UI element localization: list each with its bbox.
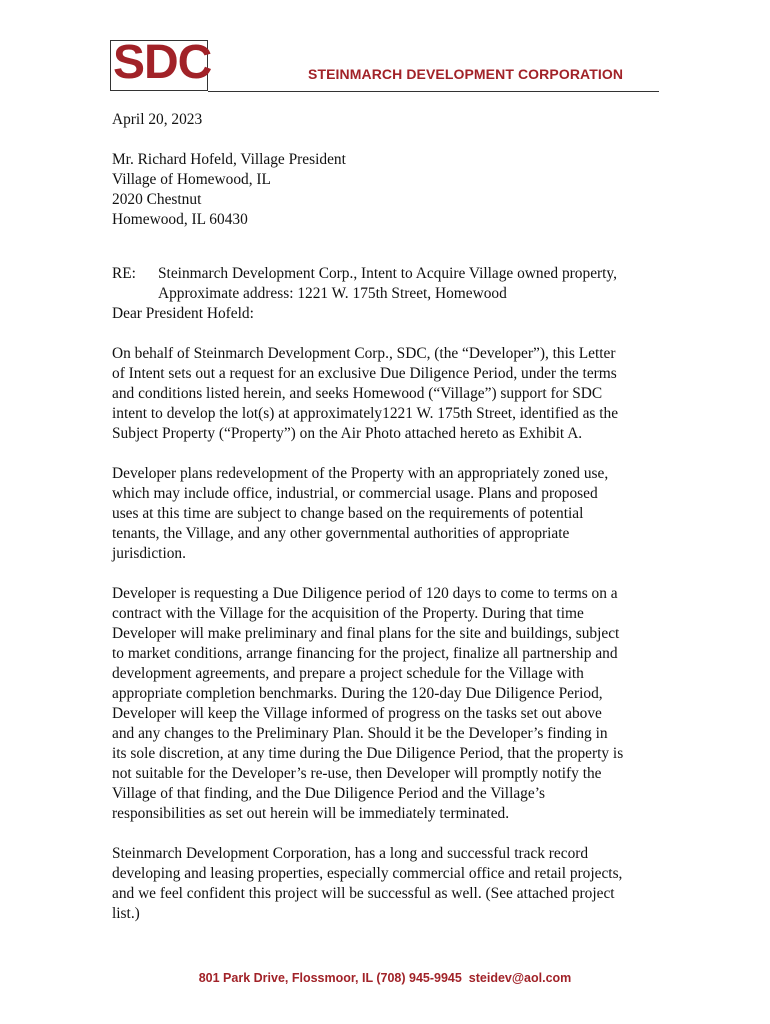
text-line: not suitable for the Developer’s re-use, then Developer will promptly notify the	[112, 765, 602, 782]
text-line: Steinmarch Development Corporation, has a long and successful track record	[112, 845, 589, 862]
footer-contact	[0, 971, 770, 985]
text-line: to market conditions, arrange financing for the project, finalize all partnership and	[112, 645, 618, 662]
text-line: appropriate completion benchmarks. During the 120-day Due Diligence Period,	[112, 685, 603, 702]
text-line: tenants, the Village, and any other governmental authorities of appropriate	[112, 525, 570, 542]
text-line: Village of that finding, and the Due Diligence Period and the Village’s	[112, 785, 545, 802]
company-logo	[110, 36, 212, 91]
text-line: Developer is requesting a Due Diligence period of 120 days to come to terms on a	[112, 585, 618, 602]
recipient-address	[112, 150, 672, 230]
header-rule	[208, 91, 659, 92]
text-line: which may include office, industrial, or commercial usage. Plans and proposed	[112, 485, 598, 502]
paragraph-track-record	[112, 844, 672, 924]
recipient-line: Village of Homewood, IL	[112, 171, 271, 188]
text-line: On behalf of Steinmarch Development Corp., SDC, (the “Developer”), this Letter	[112, 345, 616, 362]
text-line: and we feel confident this project will be successful as well. (See attached project	[112, 885, 615, 902]
letter-date: April 20, 2023	[112, 111, 203, 128]
text-line: intent to develop the lot(s) at approximately1221 W. 175th Street, identified as the	[112, 405, 619, 422]
recipient-line: 2020 Chestnut	[112, 191, 202, 208]
text-line: and conditions listed herein, and seeks Homewood (“Village”) support for SDC	[112, 385, 603, 402]
text-line: Developer will keep the Village informed of progress on the tasks set out above	[112, 705, 602, 722]
text-line: developing and leasing properties, especially commercial office and retail projects,	[112, 865, 623, 882]
text-line: Developer plans redevelopment of the Property with an appropriately zoned use,	[112, 465, 609, 482]
text-line: Developer will make preliminary and final plans for the site and buildings, subject	[112, 625, 620, 642]
letterhead	[0, 0, 770, 100]
recipient-line: Mr. Richard Hofeld, Village President	[112, 151, 346, 168]
text-line: uses at this time are subject to change based on the requirements of potential	[112, 505, 584, 522]
re-line: Steinmarch Development Corp., Intent to Acquire Village owned property,	[158, 265, 617, 282]
text-line: of Intent sets out a request for an exclusive Due Diligence Period, under the terms	[112, 365, 617, 382]
text-line: and any changes to the Preliminary Plan. Should it be the Developer’s finding in	[112, 725, 608, 742]
letter-body	[112, 110, 672, 924]
recipient-line: Homewood, IL 60430	[112, 211, 248, 228]
paragraph-plans	[112, 464, 672, 564]
subject-line	[112, 264, 672, 304]
text-line: development agreements, and prepare a project schedule for the Village with	[112, 665, 584, 682]
paragraph-intent	[112, 344, 672, 444]
text-line: jurisdiction.	[112, 545, 186, 562]
paragraph-due-diligence	[112, 584, 672, 824]
text-line: list.)	[112, 905, 140, 922]
footer-text: 801 Park Drive, Flossmoor, IL (708) 945-9945 steidev@aol.com	[198, 971, 572, 985]
text-line: responsibilities as set out herein will be immediately terminated.	[112, 805, 510, 822]
re-label: RE:	[112, 265, 136, 282]
logo-text: SDC	[113, 36, 212, 89]
company-name: STEINMARCH DEVELOPMENT CORPORATION	[308, 66, 624, 82]
text-line: contract with the Village for the acquisition of the Property. During that time	[112, 605, 584, 622]
text-line: its sole discretion, at any time during the Due Diligence Period, that the property is	[112, 745, 624, 762]
salutation: Dear President Hofeld:	[112, 305, 254, 322]
re-text	[158, 264, 617, 304]
text-line: Subject Property (“Property”) on the Air Photo attached hereto as Exhibit A.	[112, 425, 583, 442]
re-line: Approximate address: 1221 W. 175th Street, Homewood	[158, 285, 507, 302]
